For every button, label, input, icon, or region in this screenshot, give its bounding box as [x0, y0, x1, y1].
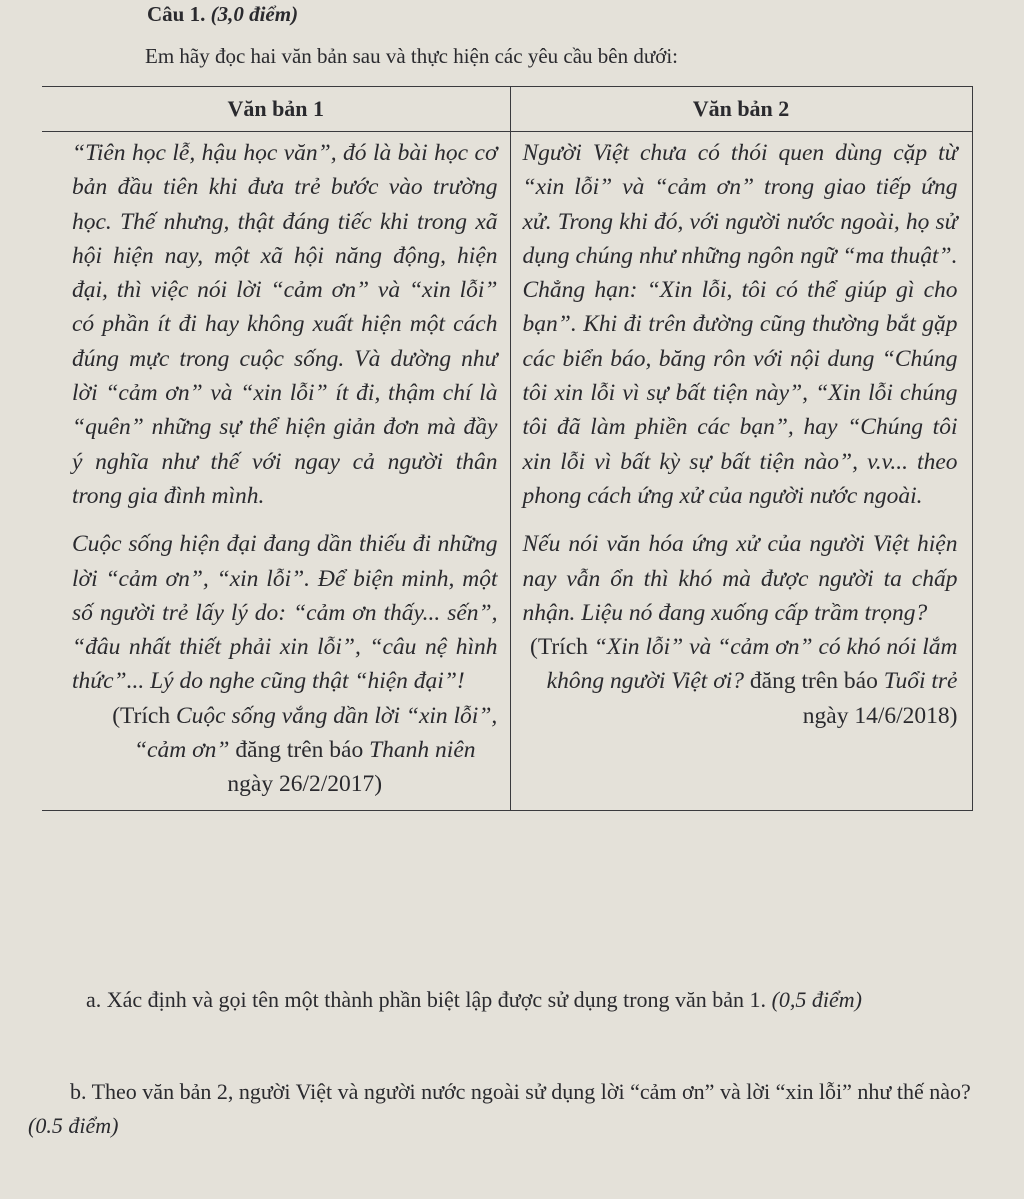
- task-a-points: (0,5 điểm): [771, 987, 862, 1012]
- task-b-text: b. Theo văn bản 2, người Việt và người nước ngoài sử dụng lời “cảm ơn” và lời “xin lỗi” như thế nào?: [70, 1079, 971, 1104]
- text2-heading: Văn bản 2: [510, 87, 972, 132]
- task-b-points: (0.5 điểm): [28, 1113, 119, 1138]
- text2-paragraph-2: Nếu nói văn hóa ứng xử của người Việt hiện nay vẫn ổn thì khó mà được người ta chấp nhận. Liệu nó đang xuống cấp trầm trọng?: [522, 531, 958, 626]
- text2-cell: [510, 132, 972, 811]
- text1-source: (Trích Cuộc sống vắng dần lời “xin lỗi”, “cảm ơn” đăng trên báo Thanh niên ngày 26/2/2017): [112, 702, 498, 798]
- task-b: [28, 1075, 978, 1143]
- reading-table: [42, 86, 973, 811]
- question-instruction: Em hãy đọc hai văn bản sau và thực hiện các yêu cầu bên dưới:: [145, 44, 679, 68]
- text2-source: (Trích “Xin lỗi” và “cảm ơn” có khó nói lắm không người Việt ơi? đăng trên báo Tuổi trẻ ngày 14/6/2018): [530, 634, 958, 729]
- text1-paragraph-2: Cuộc sống hiện đại đang dần thiếu đi những lời “cảm ơn”, “xin lỗi”. Để biện minh, một số người trẻ lấy lý do: “cảm ơn thấy... sến”, “đâu nhất thiết phải xin lỗi”, “câu nệ hình thức”... Lý do nghe cũng thật “hiện đại”!: [72, 531, 498, 695]
- task-a-text: a. Xác định và gọi tên một thành phần biệt lập được sử dụng trong văn bản 1.: [86, 987, 767, 1012]
- text1-cell: [42, 132, 510, 811]
- text1-heading: Văn bản 1: [42, 87, 510, 132]
- text2-paragraph-1: Người Việt chưa có thói quen dùng cặp từ “xin lỗi” và “cảm ơn” trong giao tiếp ứng xử. Trong khi đó, với người nước ngoài, họ sử dụng chúng như những ngôn ngữ “ma thuật”. Chẳng hạn: “Xin lỗi, tôi có thể giúp gì cho bạn”. Khi đi trên đường cũng thường bắt gặp các biển báo, băng rôn với nội dung “Chúng tôi xin lỗi vì sự bất tiện này”, “Xin lỗi chúng tôi đã làm phiền các bạn”, hay “Chúng tôi xin lỗi vì bất kỳ sự bất tiện nào”, v.v... theo phong cách ứng xử của người nước ngoài.: [522, 140, 958, 509]
- question-title: [147, 2, 298, 27]
- question-label: Câu 1.: [147, 2, 206, 26]
- text1-paragraph-1: “Tiên học lễ, hậu học văn”, đó là bài học cơ bản đầu tiên khi đưa trẻ bước vào trường học. Thế nhưng, thật đáng tiếc khi trong xã hội hiện nay, một xã hội năng động, hiện đại, thì việc nói lời “cảm ơn” và “xin lỗi” có phần ít đi hay không xuất hiện một cách đúng mực trong cuộc sống. Và dường như lời “cảm ơn” và “xin lỗi” ít đi, thậm chí là “quên” những sự thể hiện giản đơn mà đầy ý nghĩa như thế với ngay cả người thân trong gia đình mình.: [72, 140, 498, 509]
- question-points: (3,0 điểm): [210, 2, 299, 26]
- task-a: [28, 983, 968, 1017]
